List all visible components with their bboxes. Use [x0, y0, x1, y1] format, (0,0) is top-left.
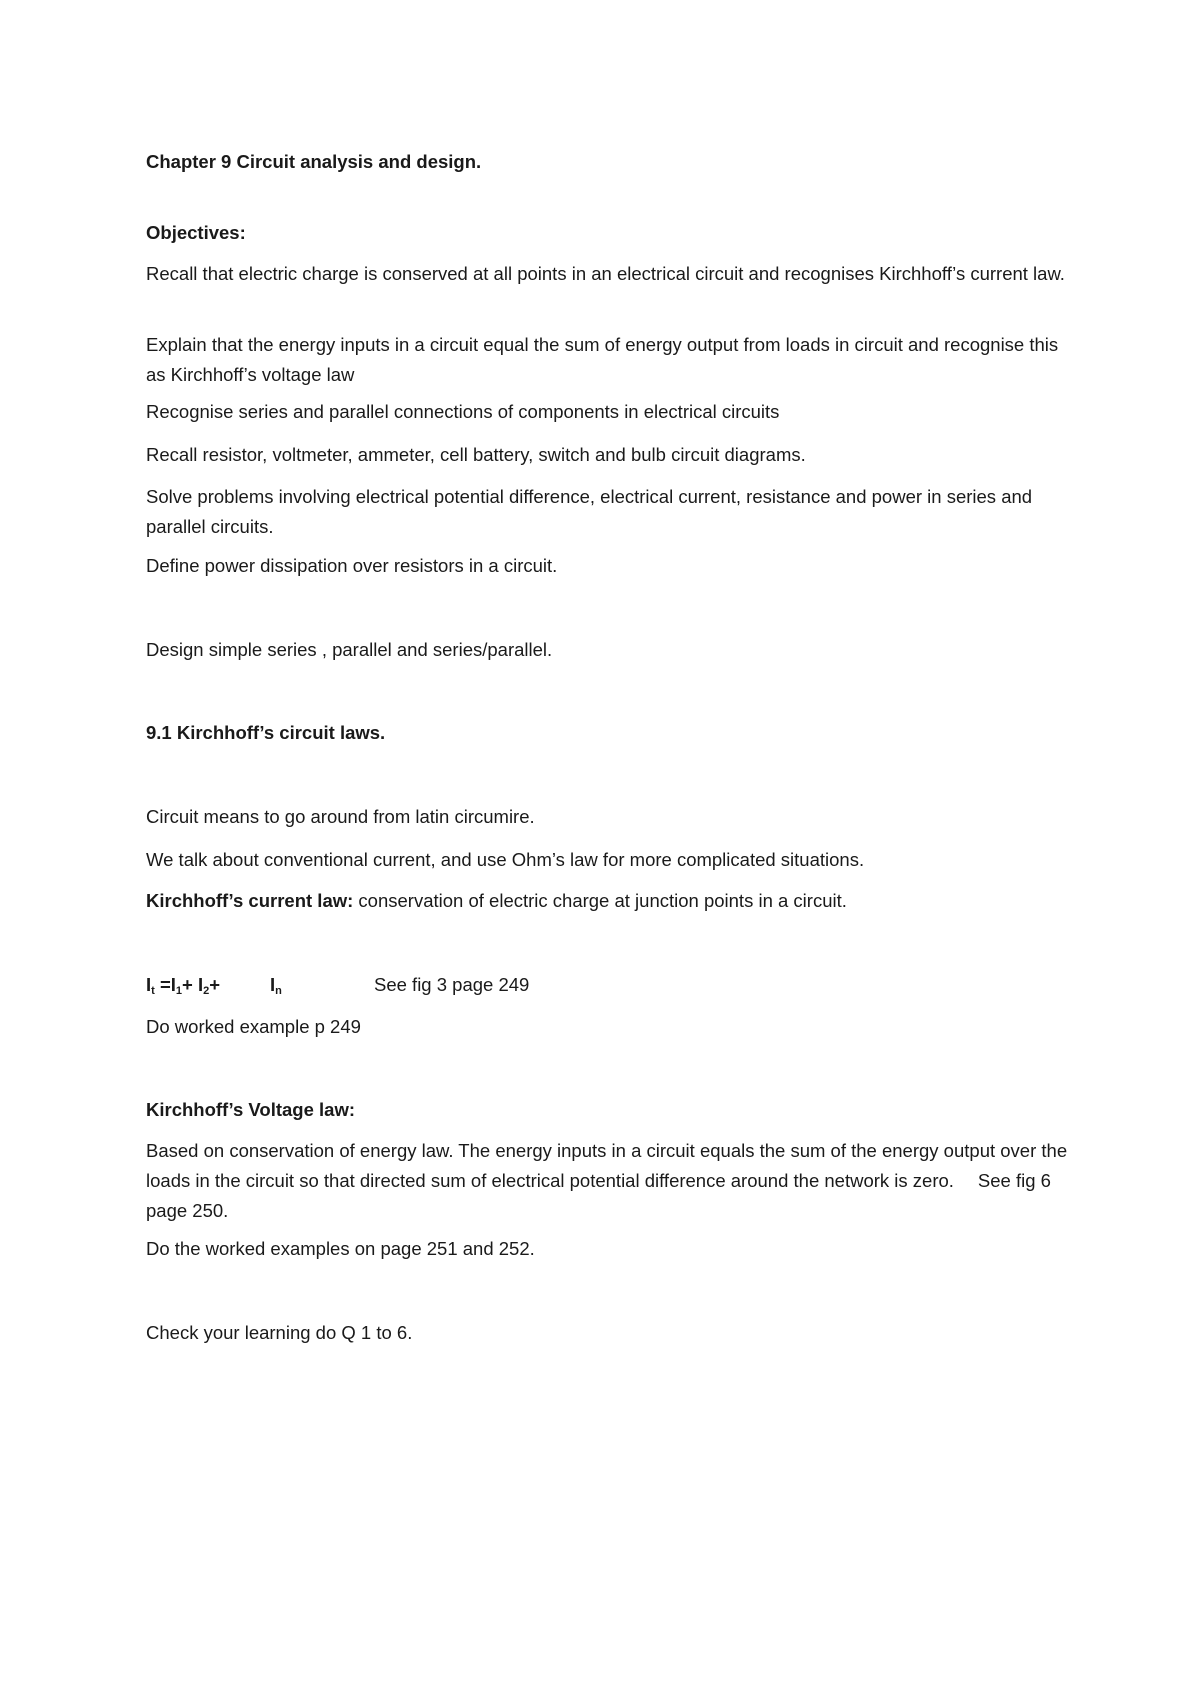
chapter-title: Chapter 9 Circuit analysis and design. [146, 151, 482, 172]
current-law-text: conservation of electric charge at junction points in a circuit. [353, 890, 847, 911]
voltage-law-paragraph [146, 1136, 1076, 1226]
voltage-law-text: Based on conservation of energy law. The energy inputs in a circuit equals the sum of the energy output over the loads in the circuit so that directed sum of electrical potential difference around the network is zero. [146, 1140, 1068, 1191]
figure-reference: See fig 3 page 249 [374, 974, 530, 995]
figure-reference: See fig 6 page 250. [146, 1170, 1051, 1221]
current-law-paragraph [146, 886, 847, 916]
objective-item: Define power dissipation over resistors in a circuit. [146, 555, 558, 576]
objective-item: Solve problems involving electrical potential difference, electrical current, resistance and power in series and parallel circuits. [146, 486, 1033, 537]
objective-item: Recall that electric charge is conserved at all points in an electrical circuit and recognises Kirchhoff’s current law. [146, 263, 1065, 284]
current-law-equation: $I_t =I_1+ I_2+ I_n$ See fig 3 page 249 [146, 974, 530, 997]
objective-item: Recall resistor, voltmeter, ammeter, cell battery, switch and bulb circuit diagrams. [146, 444, 806, 465]
paragraph: We talk about conventional current, and use Ohm’s law for more complicated situations. [146, 849, 865, 870]
paragraph: Do the worked examples on page 251 and 252. [146, 1238, 535, 1259]
paragraph: Check your learning do Q 1 to 6. [146, 1322, 413, 1343]
voltage-law-heading: Kirchhoff’s Voltage law: [146, 1099, 355, 1120]
objective-item: Design simple series , parallel and series/parallel. [146, 639, 553, 660]
objective-item: Recognise series and parallel connections of components in electrical circuits [146, 401, 780, 422]
paragraph: Circuit means to go around from latin circumire. [146, 806, 535, 827]
paragraph: Do worked example p 249 [146, 1016, 361, 1037]
current-law-label: Kirchhoff’s current law: [146, 890, 354, 911]
objectives-heading: Objectives: [146, 222, 246, 243]
objective-item: Explain that the energy inputs in a circuit equal the sum of energy output from loads in circuit and recognise this as Kirchhoff’s voltage law [146, 334, 1059, 385]
section-heading: 9.1 Kirchhoff’s circuit laws. [146, 722, 386, 743]
